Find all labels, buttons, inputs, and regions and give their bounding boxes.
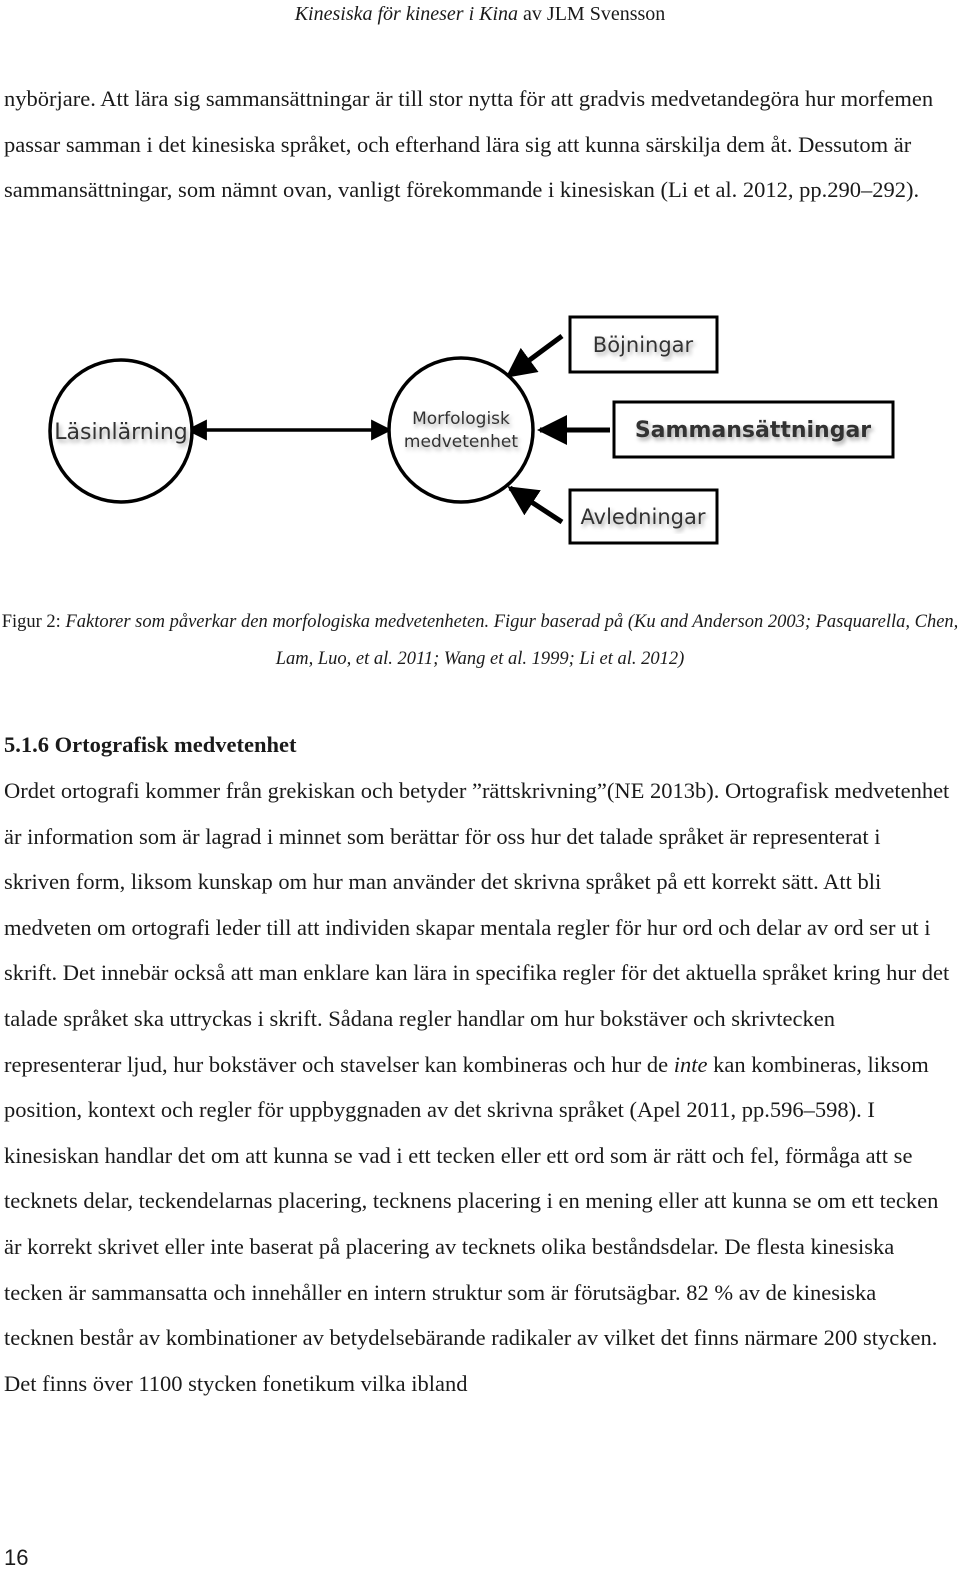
paragraph-ortografi — [4, 768, 950, 1406]
arrow-from-bojningar — [508, 336, 562, 376]
page-number: 16 — [4, 1545, 29, 1570]
label-morfologisk: Morfologisk — [412, 409, 510, 429]
paragraph-emphasis: inte — [673, 1051, 708, 1077]
caption-separator: : — [55, 612, 66, 632]
label-avledningar: Avledningar — [580, 505, 706, 529]
caption-text: Faktorer som påverkar den morfologiska medvetenheten. Figur baserad på (Ku and Anderson 2003; Pasquarella, Chen, Lam, Luo, et al. 2011; Wang et al. 1999; Li et al. 2012) — [65, 612, 959, 669]
arrow-from-avledningar — [510, 488, 562, 522]
header-author: av JLM Svensson — [518, 3, 666, 25]
circle-morfologisk-medvetenhet — [389, 358, 533, 502]
running-header — [0, 2, 960, 26]
morphology-diagram — [0, 300, 960, 580]
figure-caption — [0, 604, 960, 678]
label-bojningar: Böjningar — [592, 333, 694, 357]
section-heading: 5.1.6 Ortografisk medvetenhet — [4, 732, 297, 757]
paragraph-part2: kan kombineras, liksom position, kontext och regler för uppbyggnaden av det skrivna språket (Apel 2011, pp.596–598). I kinesiskan handlar det om att kunna se vad i ett tecken eller ett ord som är rätt och fel, förmåga att se tecknets delar, teckendelarnas placering, tecknens placering i en mening eller att kunna se om ett tecken är korrekt skrivet eller inte baserat på placering av tecknets olika beståndsdelar. De flesta kinesiska tecken är sammansatta och innehåller en intern struktur som är förutsägbar. 82 % av de kinesiska tecknen består av kombinationer av betydelsebärande radikaler av vilket det finns närmare 200 stycken. Det finns över 1100 stycken fonetikum vilka ibland — [4, 1051, 939, 1396]
label-medvetenhet: medvetenhet — [403, 432, 519, 452]
label-sammansattningar: Sammansättningar — [634, 418, 872, 443]
caption-label: Figur 2 — [1, 612, 56, 632]
paragraph-intro: nybörjare. Att lära sig sammansättningar är till stor nytta för att gradvis medvetandegöra hur morfemen passar samman i det kinesiska språket, och efterhand lära sig att kunna särskilja dem åt. Dessutom är sammansättningar, som nämnt ovan, vanligt förekommande i kinesiskan (Li et al. 2012, pp.290–292). — [4, 86, 934, 203]
paragraph-part1: Ordet ortografi kommer från grekiskan och betyder ”rättskrivning”(NE 2013b). Ortografisk medvetenhet är information som är lagrad i minnet som berättar för oss hur det talade språket är representerat i skriven form, liksom kunskap om hur man använder det skrivna språket på ett korrekt sätt. Att bli medveten om ortografi leder till att individen skapar mentala regler för hur ord och delar av ord ser ut i skrift. Det innebär också att man enklare kan lära in specifika regler för det aktuella språket kring hur det talade språket ska uttryckas i skrift. Sådana regler handlar om hur bokstäver och skrivtecken representerar ljud, hur bokstäver och stavelser kan kombineras och hur de — [4, 778, 950, 1077]
label-lasinlarning: Läsinlärning — [54, 420, 188, 445]
header-title: Kinesiska för kineser i Kina — [294, 3, 519, 25]
